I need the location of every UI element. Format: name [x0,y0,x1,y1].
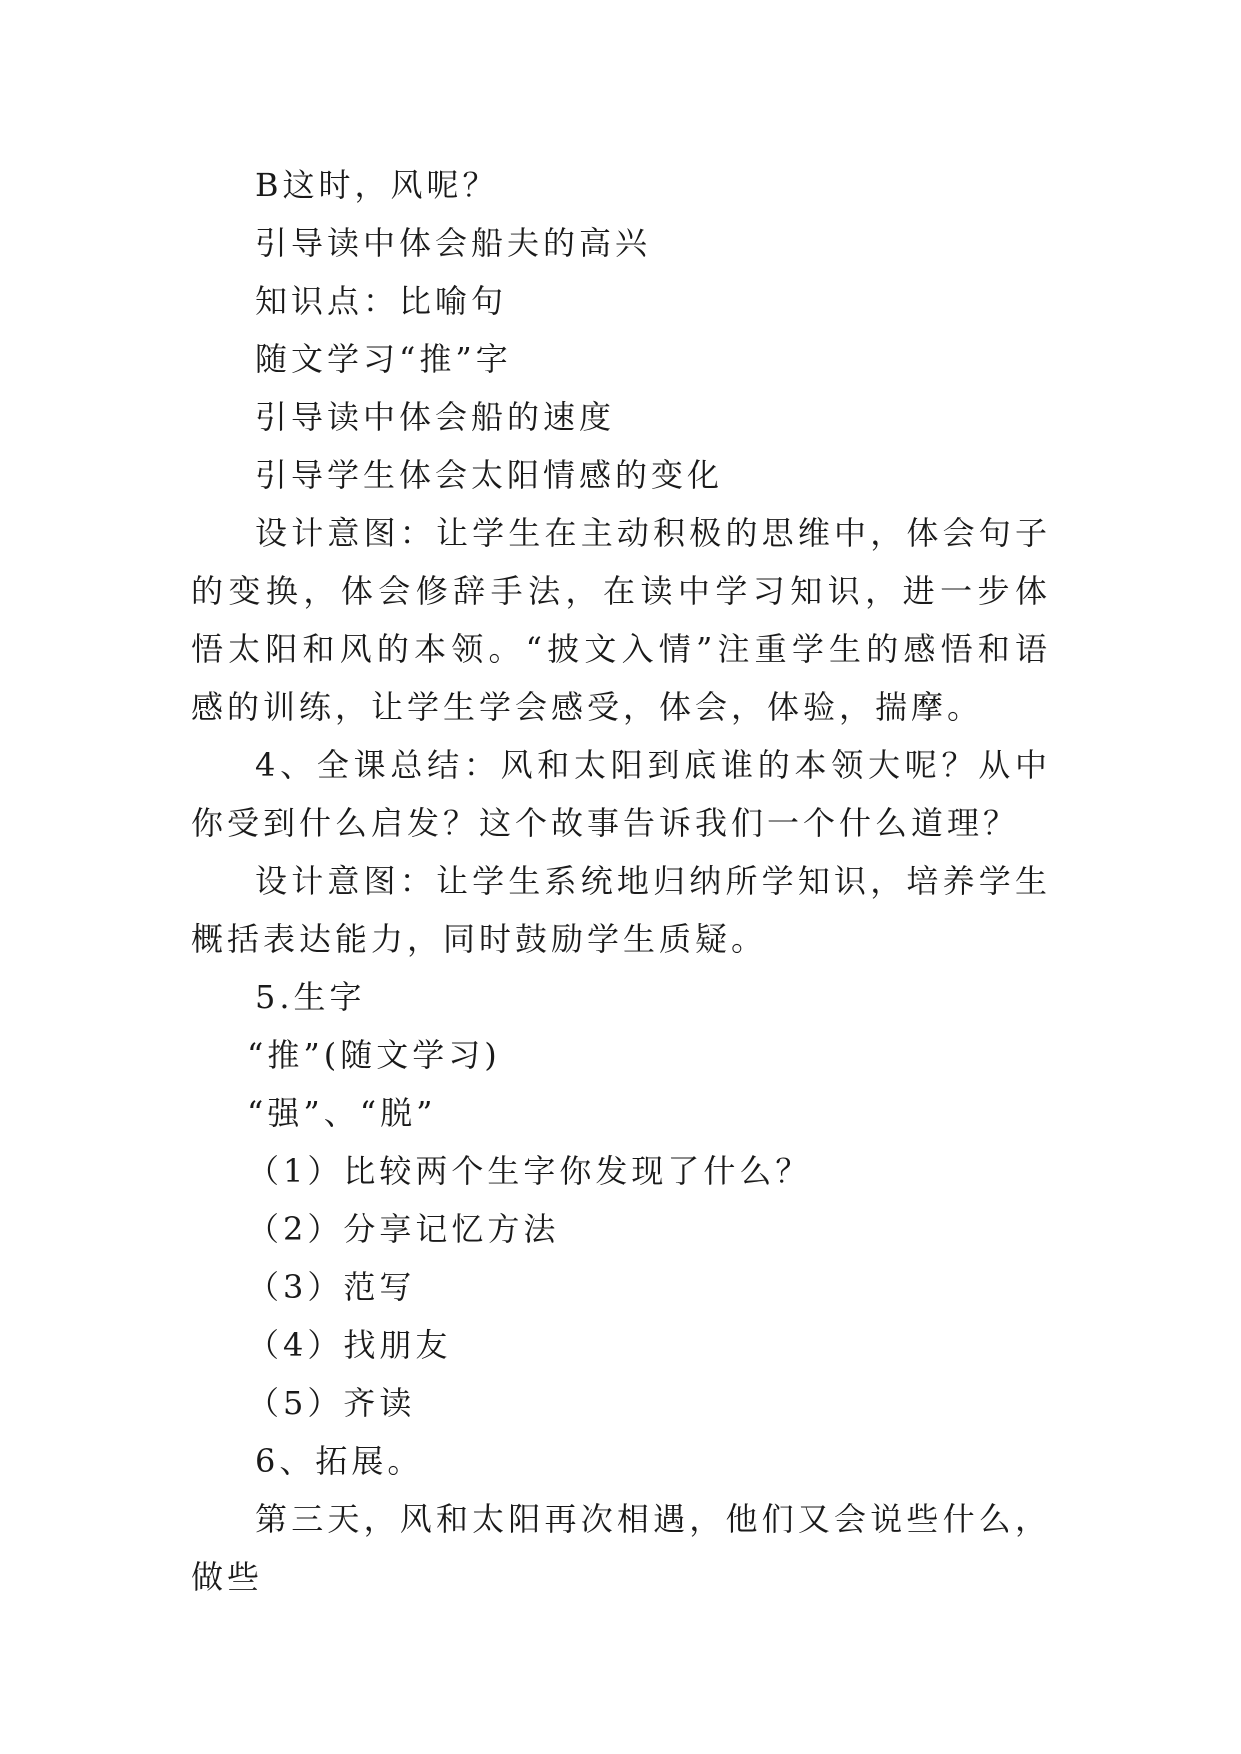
paragraph: 6、拓展。 [255,1442,424,1480]
paragraph: 4、全课总结：风和太阳到底谁的本领大呢？从中你受到什么启发？这个故事告诉我们一个什么道理？ [191,746,1051,842]
paragraph: “推”(随文学习) [247,1036,501,1074]
paragraph: 第三天，风和太阳再次相遇，他们又会说些什么，做些 [191,1500,1051,1596]
paragraph: “强”、“脱” [247,1094,437,1132]
paragraph: 设计意图：让学生系统地归纳所学知识，培养学生概括表达能力，同时鼓励学生质疑。 [191,862,1051,958]
paragraph: 随文学习“推”字 [255,340,512,378]
paragraph: 引导读中体会船的速度 [255,398,616,436]
paragraph: （2）分享记忆方法 [247,1210,560,1248]
paragraph: 引导学生体会太阳情感的变化 [255,456,724,494]
paragraph: 知识点：比喻句 [255,282,508,320]
paragraph: （1）比较两个生字你发现了什么？ [247,1152,812,1190]
paragraph: 5.生字 [255,978,366,1016]
paragraph: （3）范写 [247,1268,416,1306]
paragraph: 引导读中体会船夫的高兴 [255,224,652,262]
paragraph: （4）找朋友 [247,1326,452,1364]
document-body [191,156,1051,1606]
paragraph: （5）齐读 [247,1384,416,1422]
paragraph: 设计意图：让学生在主动积极的思维中，体会句子的变换，体会修辞手法，在读中学习知识，进一步体悟太阳和风的本领。“披文入情”注重学生的感悟和语感的训练，让学生学会感受，体会，体验，揣摩。 [191,514,1051,726]
paragraph: B这时，风呢？ [255,166,499,204]
